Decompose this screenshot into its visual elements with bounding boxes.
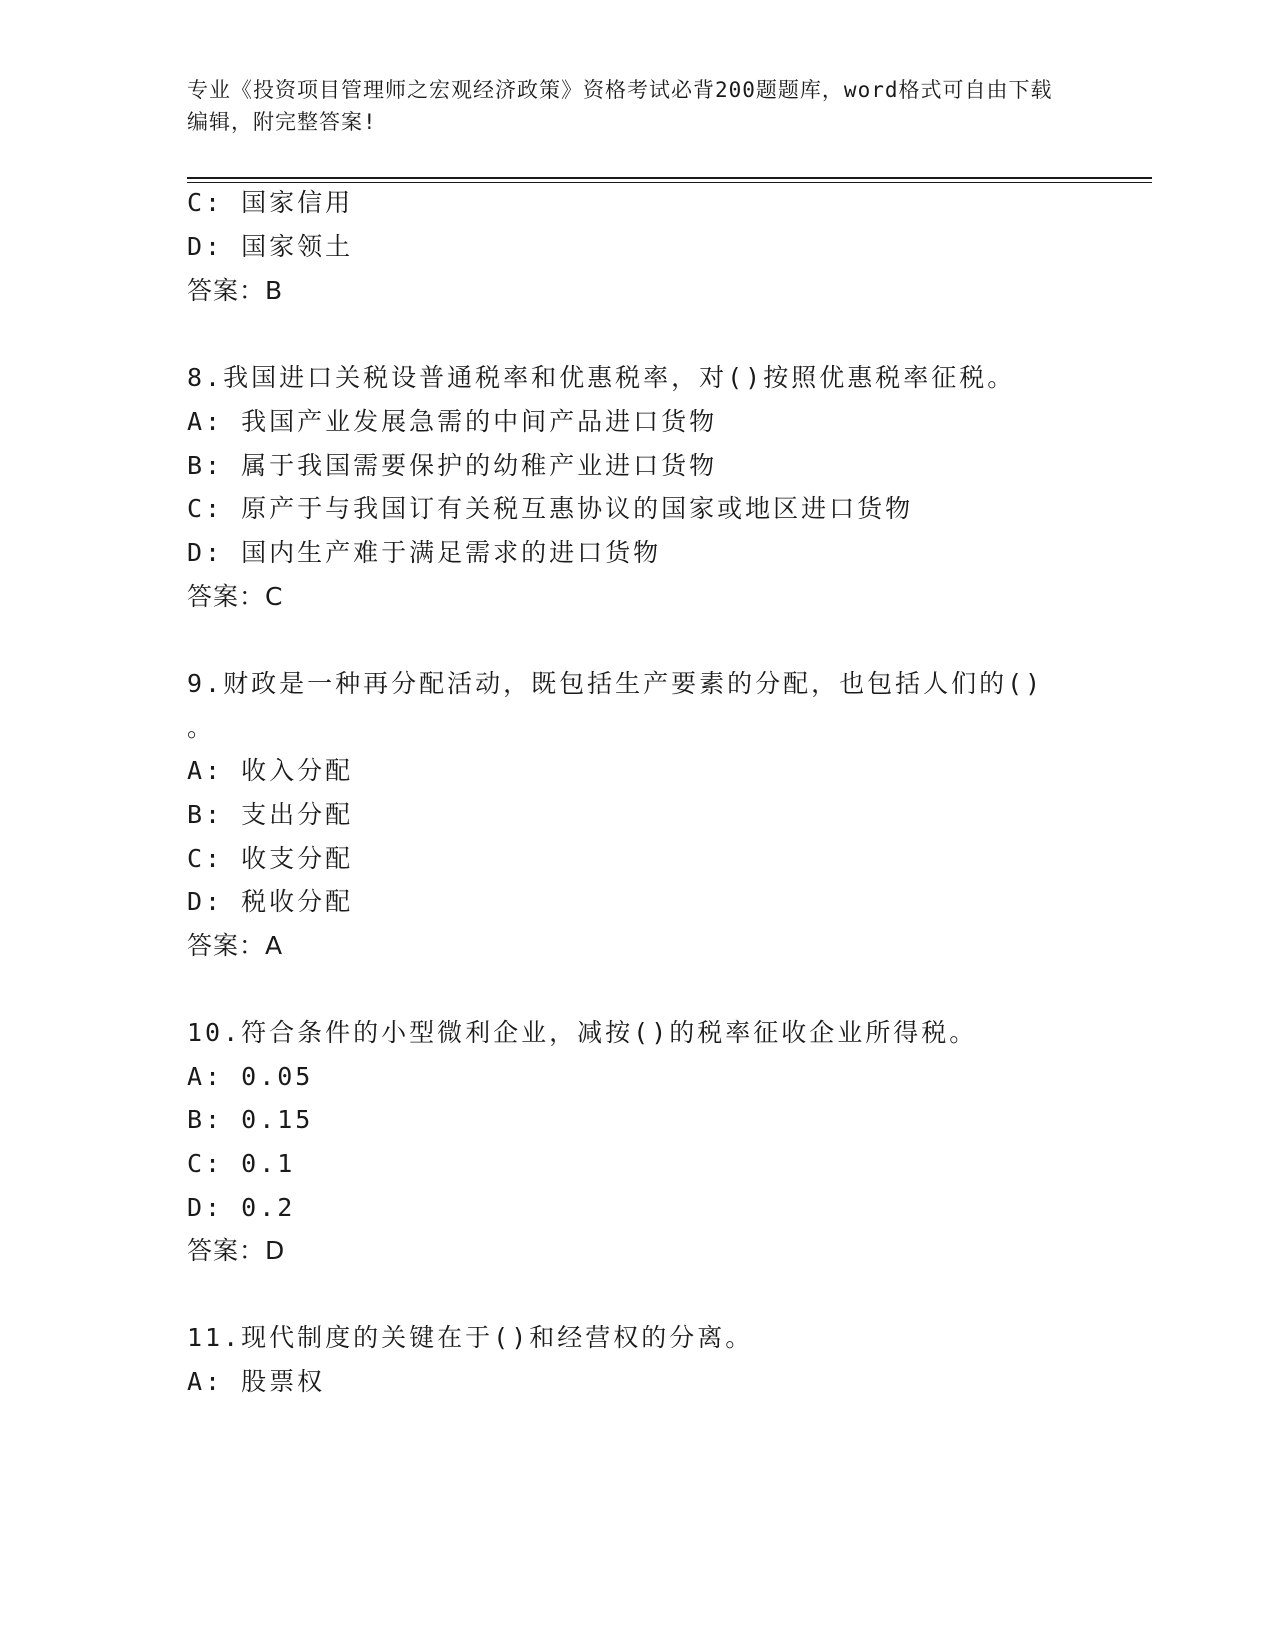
q8-option-b: B: 属于我国需要保护的幼稚产业进口货物 (187, 451, 718, 480)
q9-option-b: B: 支出分配 (187, 800, 354, 829)
q7-option-c: C: 国家信用 (187, 188, 354, 217)
q7-answer: 答案：B (187, 276, 284, 305)
q9-stem-tail: 。 (187, 713, 216, 742)
q9-option-d: D: 税收分配 (187, 887, 354, 916)
header-divider-top (187, 177, 1152, 179)
q8-option-a: A: 我国产业发展急需的中间产品进口货物 (187, 407, 718, 436)
q8-option-d: D: 国内生产难于满足需求的进口货物 (187, 538, 662, 567)
q11-option-a: A: 股票权 (187, 1367, 326, 1396)
q10-answer: 答案：D (187, 1236, 286, 1265)
q10-stem: 10.符合条件的小型微利企业，减按()的税率征收企业所得税。 (187, 1018, 978, 1047)
q8-option-c: C: 原产于与我国订有关税互惠协议的国家或地区进口货物 (187, 494, 914, 523)
q8-answer: 答案：C (187, 582, 284, 611)
q7-option-d: D: 国家领土 (187, 232, 354, 261)
q9-option-a: A: 收入分配 (187, 756, 354, 785)
header-divider-bottom (187, 182, 1152, 183)
q8-stem: 8.我国进口关税设普通税率和优惠税率，对()按照优惠税率征税。 (187, 363, 1016, 392)
q10-option-c: C: 0.1 (187, 1149, 296, 1178)
q9-stem: 9.财政是一种再分配活动，既包括生产要素的分配，也包括人们的() (187, 669, 1044, 698)
q10-option-d: D: 0.2 (187, 1193, 296, 1222)
document-header: 专业《投资项目管理师之宏观经济政策》资格考试必背200题题库，word格式可自由下载编辑，附完整答案! (187, 78, 1053, 134)
q10-option-b: B: 0.15 (187, 1105, 314, 1134)
q9-option-c: C: 收支分配 (187, 844, 354, 873)
q10-option-a: A: 0.05 (187, 1062, 314, 1091)
q11-stem: 11.现代制度的关键在于()和经营权的分离。 (187, 1323, 754, 1352)
q9-answer: 答案：A (187, 931, 284, 960)
